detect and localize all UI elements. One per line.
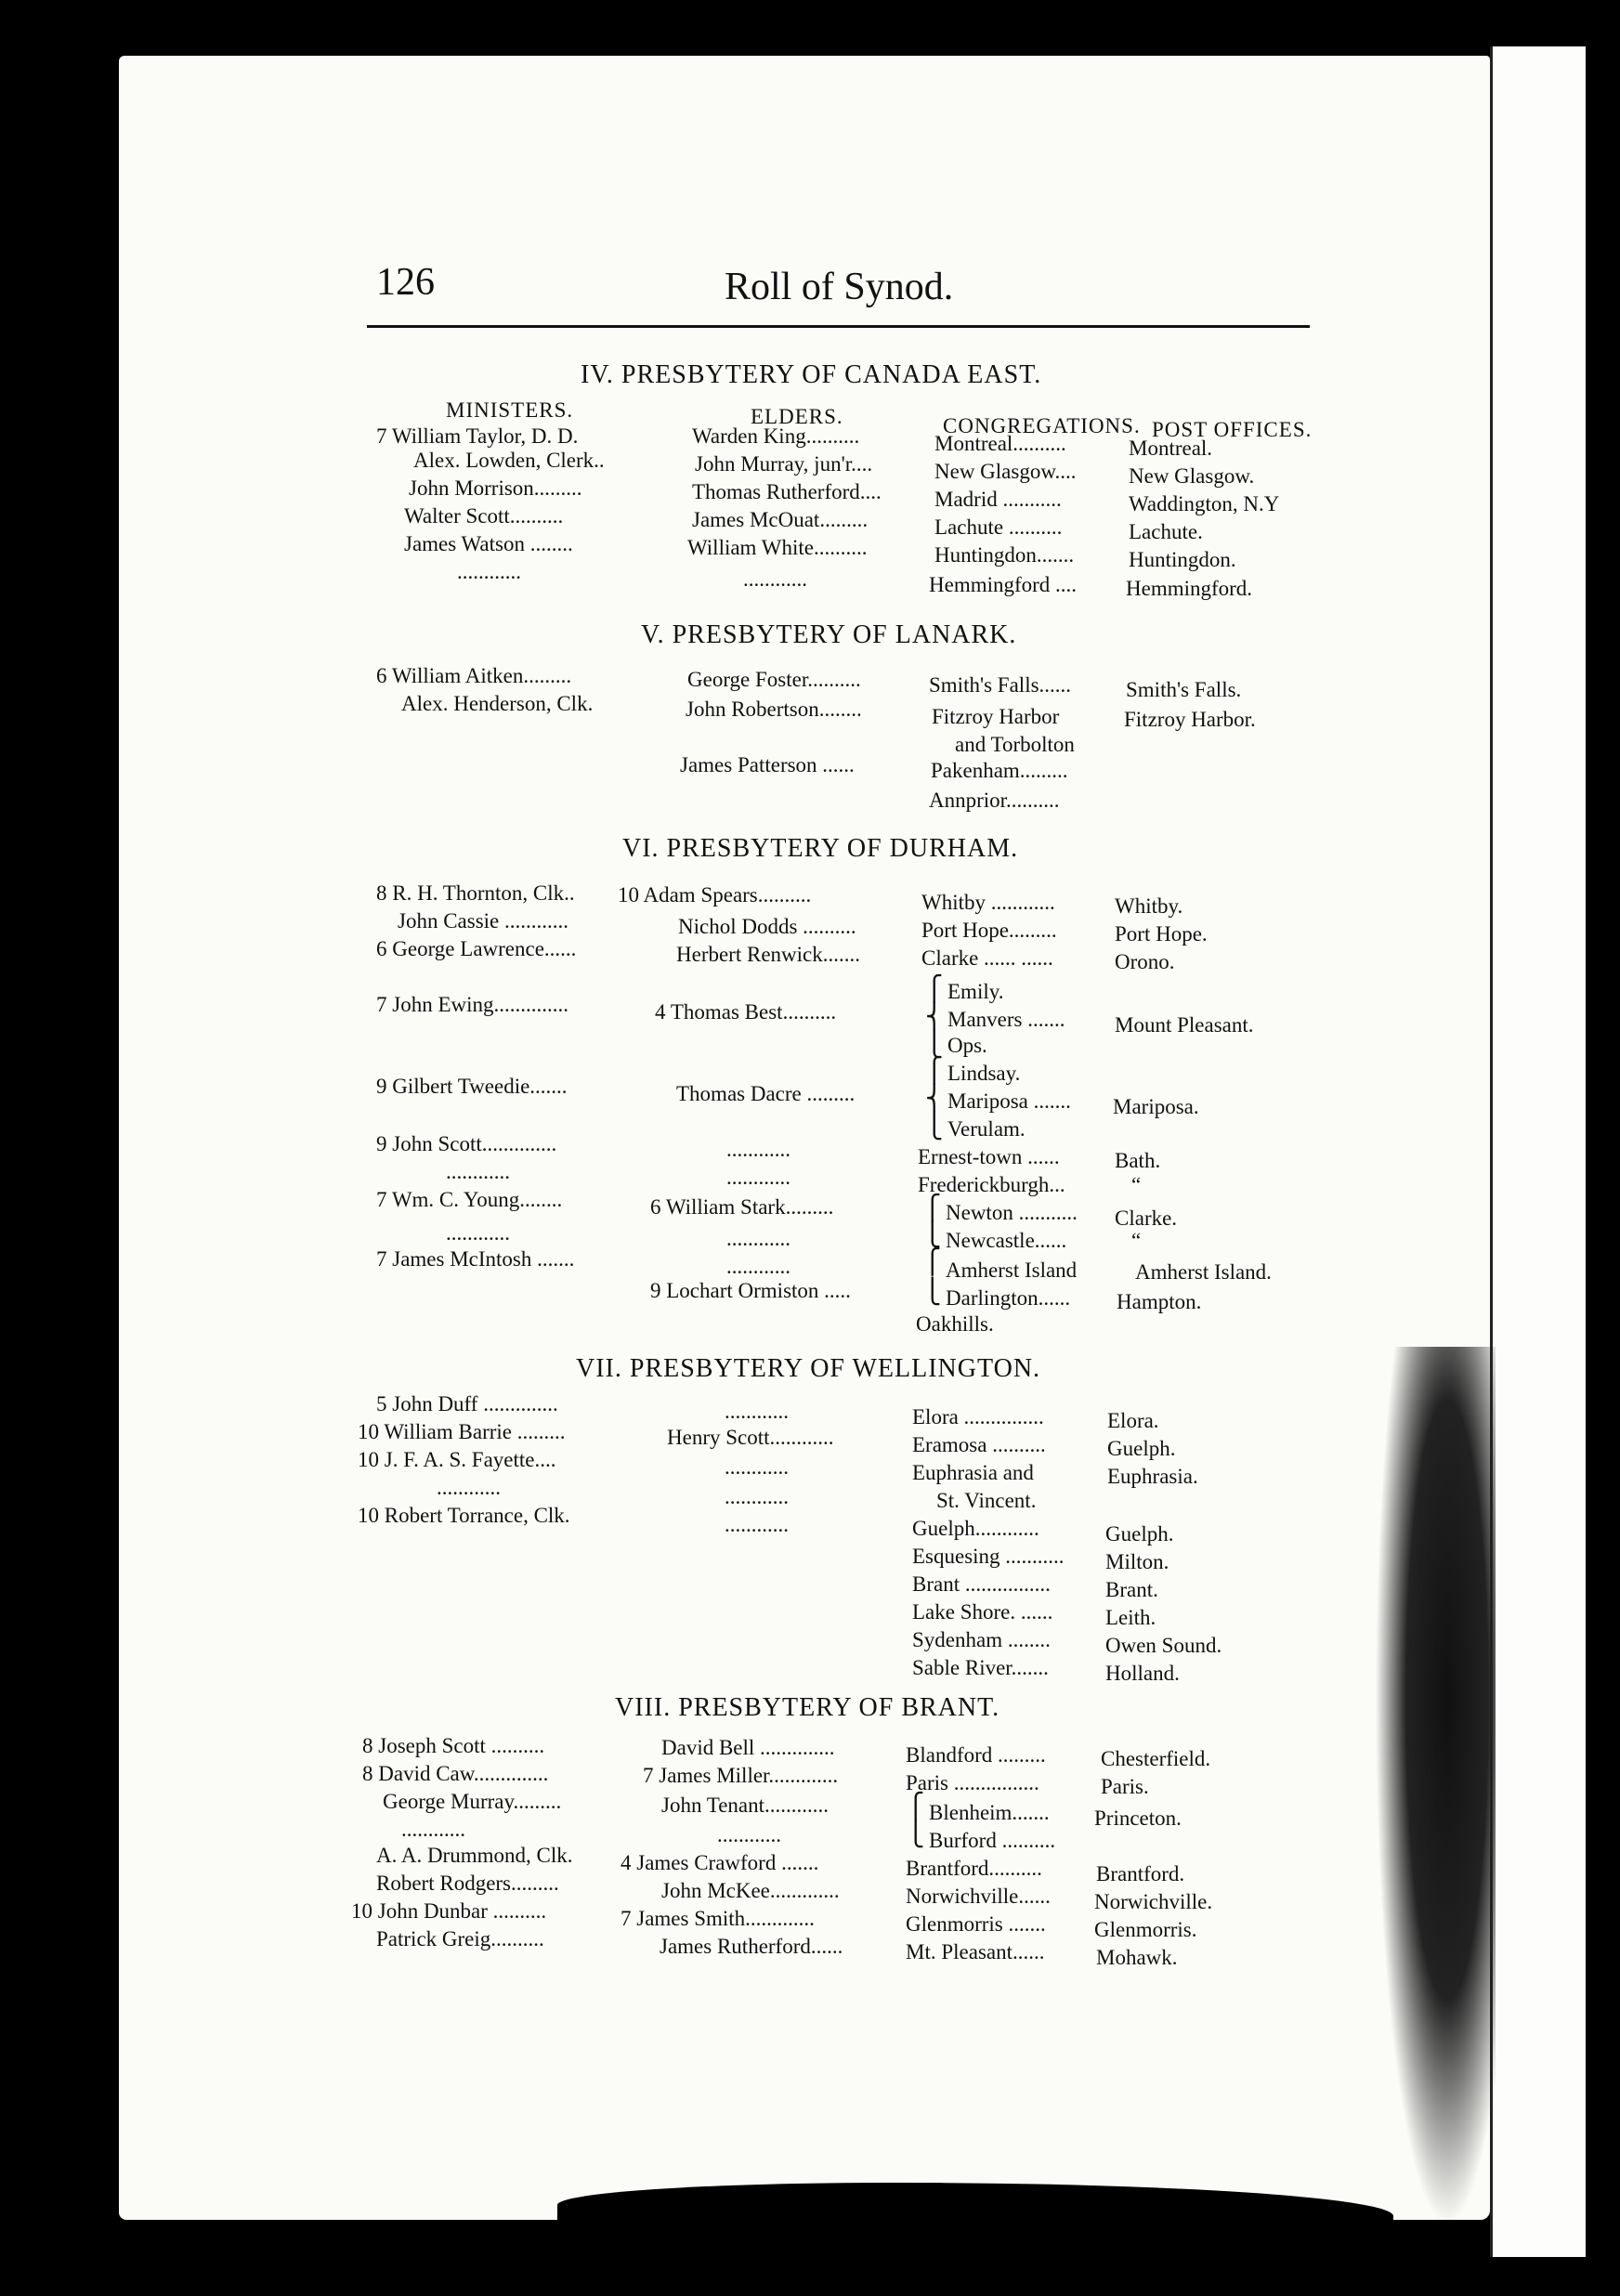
elder-cell: 7 James Smith............. [621, 1907, 815, 1930]
elder-cell: Henry Scott............ [667, 1426, 834, 1449]
congregation-cell: Fitzroy Harbor [932, 705, 1060, 728]
brace-glyph: ⎧ [923, 1248, 942, 1275]
minister-cell: George Murray......... [383, 1790, 562, 1813]
minister-cell: 7 Wm. C. Young........ [376, 1188, 563, 1211]
elder-cell: Herbert Renwick....... [676, 943, 860, 966]
section-title-lanark: V. PRESBYTERY OF LANARK. [641, 620, 1017, 649]
post-office-cell: Paris. [1101, 1775, 1149, 1798]
minister-cell: 8 R. H. Thornton, Clk.. [376, 881, 575, 905]
minister-cell: 5 John Duff .............. [376, 1392, 558, 1415]
brace-glyph: ⎧ [923, 1194, 942, 1221]
header-congregations: CONGREGATIONS. [943, 414, 1141, 437]
congregation-cell: and Torbolton [955, 733, 1075, 756]
brace-glyph: ⎨ [925, 1003, 944, 1030]
header-elders: ELDERS. [751, 405, 843, 428]
post-office-cell: Hemmingford. [1126, 577, 1253, 600]
elder-cell: 7 James Miller............. [643, 1764, 839, 1787]
congregation-cell: Newcastle...... [946, 1229, 1067, 1252]
elder-cell: James Patterson ...... [680, 753, 855, 776]
congregation-cell: Amherst Island [946, 1259, 1078, 1282]
brace-glyph: ⎨ [925, 1085, 944, 1112]
post-office-cell: Elora. [1107, 1409, 1159, 1432]
congregation-cell: Elora ............... [912, 1405, 1044, 1428]
post-office-cell: “ [1131, 1173, 1142, 1196]
header-ministers: MINISTERS. [446, 398, 574, 422]
minister-cell: ............ [401, 1818, 465, 1841]
elder-cell: ............ [725, 1455, 789, 1479]
congregation-cell: Verulam. [947, 1117, 1026, 1141]
congregation-cell: Blenheim....... [929, 1801, 1050, 1824]
congregation-cell: Madrid ........... [934, 488, 1062, 511]
congregation-cell: Hemmingford .... [929, 573, 1078, 596]
congregation-cell: Sable River....... [912, 1656, 1049, 1679]
congregation-cell: Lake Shore. ...... [912, 1600, 1053, 1624]
congregation-cell: Mariposa ....... [947, 1089, 1071, 1113]
minister-cell: 6 George Lawrence...... [376, 937, 577, 960]
minister-cell: Patrick Greig.......... [376, 1927, 544, 1950]
post-office-cell: Glenmorris. [1094, 1918, 1197, 1941]
minister-cell: A. A. Drummond, Clk. [376, 1844, 573, 1867]
minister-cell: Alex. Lowden, Clerk.. [413, 449, 605, 472]
brace-glyph: ⎩ [925, 1031, 944, 1058]
brace-glyph: ⎧ [925, 1057, 944, 1084]
elder-cell: ............ [725, 1400, 789, 1423]
post-office-cell: Princeton. [1094, 1807, 1182, 1830]
congregation-cell: Clarke ...... ...... [921, 946, 1053, 970]
post-office-cell: Euphrasia. [1107, 1465, 1198, 1488]
elder-cell: John Robertson........ [686, 698, 862, 721]
brace-glyph: ⎩ [907, 1820, 925, 1847]
congregation-cell: Emily. [947, 980, 1004, 1003]
minister-cell: Robert Rodgers......... [376, 1872, 559, 1895]
elder-cell: John Murray, jun'r.... [695, 452, 873, 476]
minister-cell: ............ [437, 1476, 501, 1499]
facing-page-edge [1490, 46, 1586, 2257]
post-office-cell: Brantford. [1096, 1862, 1185, 1885]
congregation-cell: Euphrasia and [912, 1461, 1034, 1484]
minister-cell: 10 Robert Torrance, Clk. [358, 1504, 570, 1527]
elder-cell: Nichol Dodds .......... [678, 915, 856, 938]
congregation-cell: Brant ................ [912, 1572, 1051, 1596]
minister-cell: Walter Scott.......... [404, 504, 564, 528]
brace-glyph: ⎩ [923, 1278, 942, 1305]
minister-cell: John Morrison......... [409, 476, 582, 500]
elder-cell: Warden King.......... [692, 424, 860, 448]
congregation-cell: Brantford.......... [906, 1857, 1042, 1880]
elder-cell: James Rutherford...... [660, 1935, 843, 1958]
post-office-cell: Huntingdon. [1129, 548, 1236, 571]
post-office-cell: Holland. [1105, 1662, 1180, 1685]
section-title-canada-east: IV. PRESBYTERY OF CANADA EAST. [581, 360, 1042, 389]
post-office-cell: Leith. [1105, 1606, 1156, 1629]
congregation-cell: Eramosa .......... [912, 1433, 1046, 1456]
congregation-cell: Guelph............ [912, 1517, 1039, 1540]
post-office-cell: Owen Sound. [1105, 1634, 1222, 1657]
post-office-cell: New Glasgow. [1129, 464, 1255, 488]
post-office-cell: Lachute. [1129, 520, 1203, 543]
minister-cell: 7 James McIntosh ....... [376, 1247, 575, 1271]
congregation-cell: Montreal.......... [934, 432, 1066, 455]
elder-cell: ............ [743, 567, 807, 591]
elder-cell: 9 Lochart Ormiston ..... [650, 1279, 851, 1302]
post-office-cell: Hampton. [1117, 1290, 1202, 1313]
minister-cell: 7 William Taylor, D. D. [376, 424, 579, 448]
header-post-offices: POST OFFICES. [1152, 418, 1313, 441]
congregation-cell: Paris ................ [906, 1771, 1039, 1794]
congregation-cell: Ernest-town ...... [918, 1145, 1060, 1168]
congregation-cell: Pakenham......... [931, 759, 1068, 782]
post-office-cell: Brant. [1105, 1578, 1158, 1601]
minister-cell: 8 Joseph Scott .......... [362, 1734, 545, 1757]
congregation-cell: Oakhills. [916, 1312, 994, 1336]
minister-cell: 6 William Aitken......... [376, 664, 572, 687]
header-rule [367, 325, 1310, 328]
minister-cell: John Cassie ............ [398, 909, 568, 933]
post-office-cell: Orono. [1115, 950, 1175, 973]
post-office-cell: Whitby. [1115, 894, 1183, 918]
section-title-brant: VIII. PRESBYTERY OF BRANT. [615, 1693, 1000, 1722]
page-number: 126 [376, 261, 435, 304]
minister-cell: 10 J. F. A. S. Fayette.... [358, 1448, 556, 1471]
elder-cell: David Bell .............. [661, 1736, 835, 1759]
post-office-cell: Waddington, N.Y [1129, 492, 1280, 515]
post-office-cell: Guelph. [1105, 1522, 1174, 1546]
congregation-cell: Manvers ....... [947, 1008, 1065, 1031]
congregation-cell: Mt. Pleasant...... [906, 1940, 1045, 1963]
elder-cell: John McKee............. [661, 1879, 840, 1902]
minister-cell: 9 Gilbert Tweedie....... [376, 1075, 568, 1098]
post-office-cell: “ [1131, 1229, 1142, 1252]
post-office-cell: Clarke. [1115, 1207, 1178, 1230]
minister-cell: James Watson ........ [404, 532, 573, 555]
elder-cell: ............ [725, 1513, 789, 1536]
minister-cell: 7 John Ewing.............. [376, 993, 568, 1016]
congregation-cell: Whitby ............ [921, 891, 1055, 914]
page-damage-stain [1375, 1347, 1496, 2229]
minister-cell: Alex. Henderson, Clk. [401, 692, 594, 715]
brace-glyph: ⎧ [925, 975, 944, 1002]
brace-glyph: ⎩ [923, 1220, 942, 1247]
congregation-cell: Lachute .......... [934, 515, 1063, 539]
elder-cell: George Foster.......... [687, 668, 861, 691]
congregation-cell: Burford .......... [929, 1829, 1056, 1852]
congregation-cell: Darlington...... [946, 1286, 1071, 1310]
running-title: Roll of Synod. [725, 266, 954, 308]
elder-cell: ............ [725, 1485, 789, 1508]
brace-glyph: ⎩ [925, 1113, 944, 1140]
elder-cell: Thomas Rutherford.... [692, 480, 882, 503]
elder-cell: William White.......... [687, 536, 868, 559]
congregation-cell: Smith's Falls...... [929, 673, 1072, 697]
elder-cell: 10 Adam Spears.......... [618, 883, 812, 907]
congregation-cell: Port Hope......... [921, 919, 1057, 942]
post-office-cell: Fitzroy Harbor. [1124, 708, 1256, 731]
congregation-cell: Ops. [947, 1034, 987, 1057]
elder-cell: 6 William Stark......... [650, 1195, 834, 1219]
congregation-cell: Norwichville...... [906, 1885, 1051, 1908]
congregation-cell: Huntingdon....... [934, 543, 1075, 567]
post-office-cell: Montreal. [1129, 437, 1213, 460]
post-office-cell: Smith's Falls. [1126, 678, 1242, 701]
congregation-cell: St. Vincent. [936, 1489, 1037, 1512]
section-title-wellington: VII. PRESBYTERY OF WELLINGTON. [576, 1354, 1041, 1383]
congregation-cell: New Glasgow.... [934, 460, 1077, 483]
post-office-cell: Mount Pleasant. [1115, 1013, 1254, 1037]
minister-cell: 10 John Dunbar .......... [351, 1899, 547, 1923]
congregation-cell: Glenmorris ....... [906, 1912, 1046, 1936]
minister-cell: ............ [446, 1160, 510, 1183]
elder-cell: ............ [726, 1138, 790, 1161]
post-office-cell: Mariposa. [1113, 1095, 1199, 1118]
elder-cell: ............ [717, 1823, 781, 1846]
minister-cell: ............ [446, 1221, 510, 1245]
elder-cell: 4 Thomas Best.......... [655, 1000, 837, 1024]
post-office-cell: Bath. [1115, 1149, 1161, 1172]
congregation-cell: Blandford ......... [906, 1743, 1046, 1767]
section-title-durham: VI. PRESBYTERY OF DURHAM. [622, 834, 1019, 863]
post-office-cell: Guelph. [1107, 1437, 1176, 1460]
congregation-cell: Lindsay. [947, 1062, 1021, 1085]
elder-cell: 4 James Crawford ....... [621, 1851, 819, 1874]
brace-glyph: ⎧ [907, 1793, 925, 1820]
elder-cell: ............ [726, 1227, 790, 1250]
post-office-cell: Milton. [1105, 1550, 1169, 1573]
congregation-cell: Sydenham ........ [912, 1628, 1051, 1651]
elder-cell: ............ [726, 1255, 790, 1278]
congregation-cell: Annprior.......... [929, 789, 1060, 812]
post-office-cell: Chesterfield. [1101, 1747, 1211, 1770]
elder-cell: Thomas Dacre ......... [676, 1082, 856, 1105]
minister-cell: 8 David Caw.............. [362, 1762, 549, 1785]
congregation-cell: Esquesing ........... [912, 1545, 1065, 1568]
elder-cell: ............ [726, 1166, 790, 1189]
congregation-cell: Newton ........... [946, 1201, 1078, 1224]
minister-cell: ............ [457, 560, 521, 583]
post-office-cell: Norwichville. [1094, 1890, 1213, 1913]
congregation-cell: Frederickburgh... [918, 1173, 1065, 1196]
post-office-cell: Amherst Island. [1135, 1260, 1272, 1284]
post-office-cell: Port Hope. [1115, 922, 1208, 946]
post-office-cell: Mohawk. [1096, 1946, 1178, 1969]
minister-cell: 9 John Scott.............. [376, 1132, 557, 1155]
elder-cell: John Tenant............ [661, 1794, 830, 1817]
minister-cell: 10 William Barrie ......... [358, 1420, 566, 1443]
elder-cell: James McOuat......... [692, 508, 869, 531]
